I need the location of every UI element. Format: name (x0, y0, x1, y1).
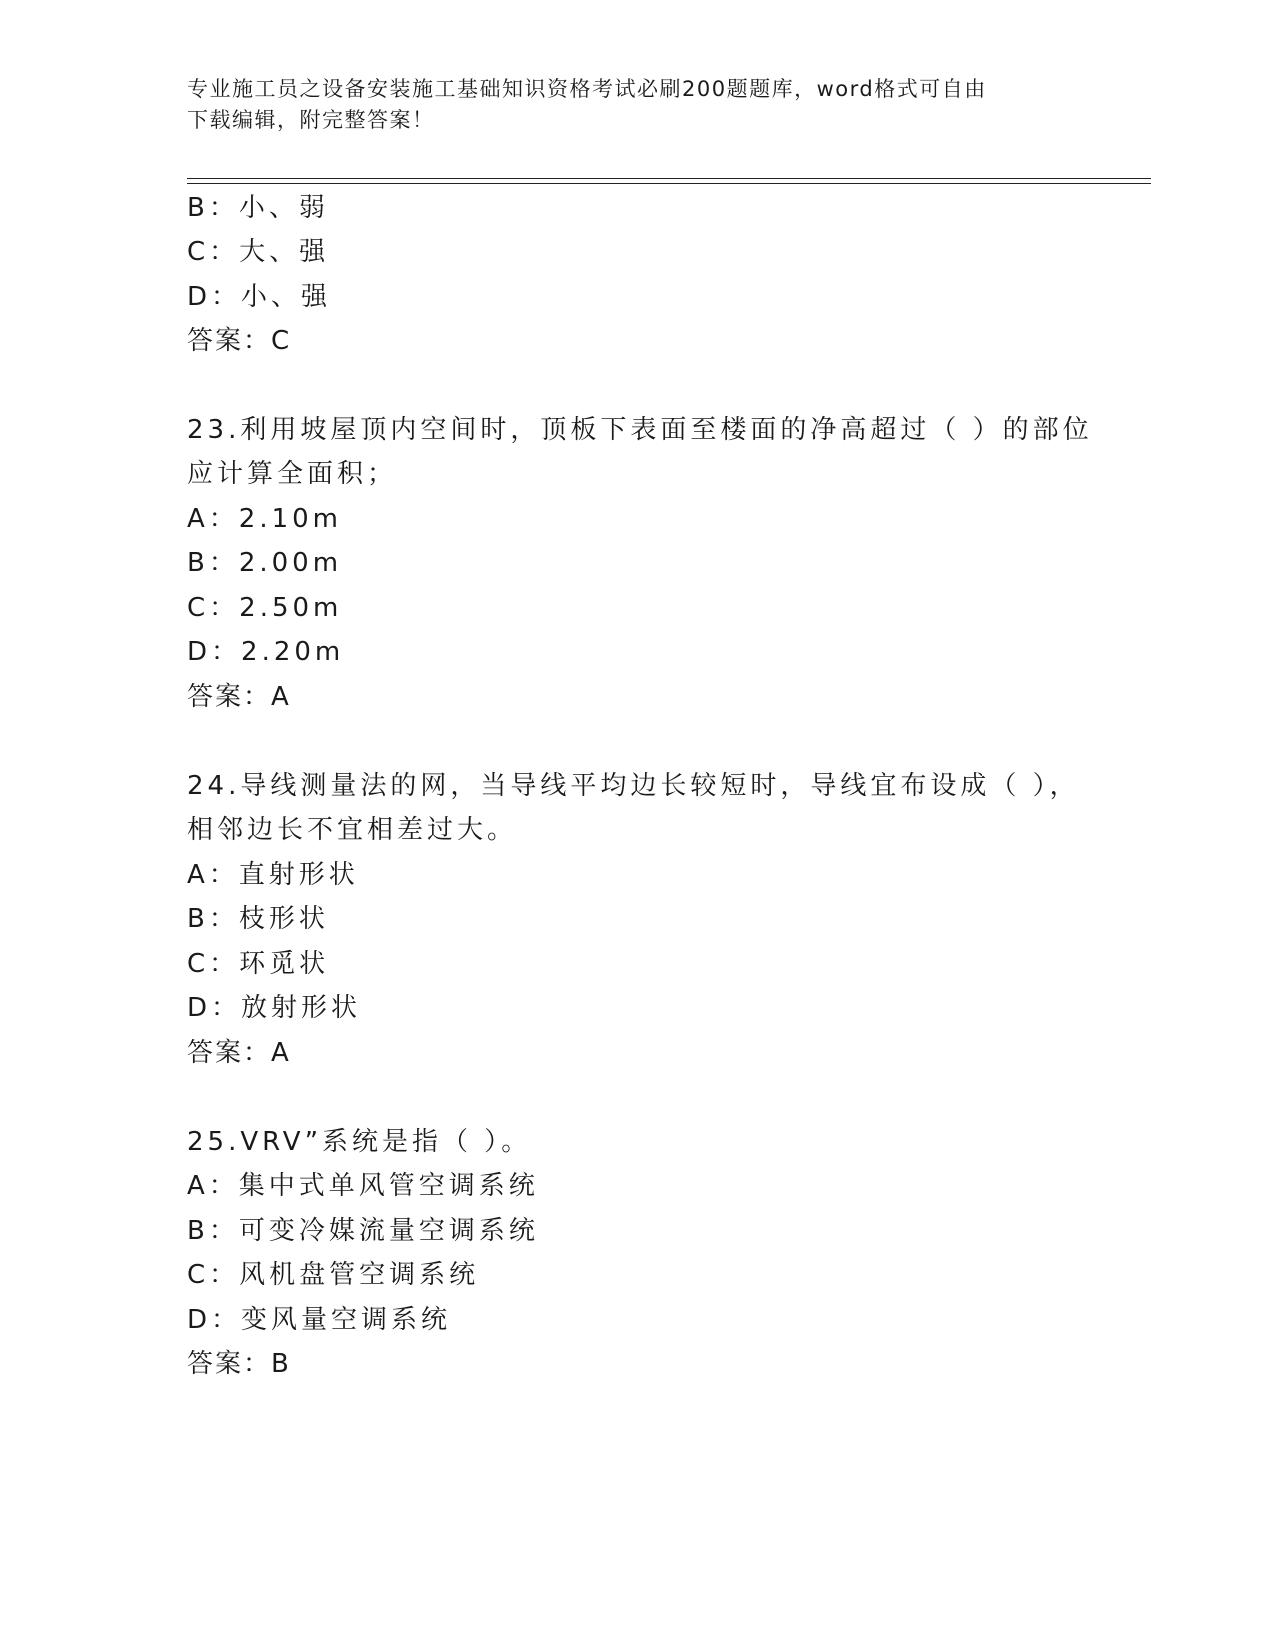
header-line-1: 专业施工员之设备安装施工基础知识资格考试必刷200题题库，word格式可自由 (187, 77, 987, 101)
q25-stem-line-1: 25.VRV”系统是指（ ）。 (187, 1127, 532, 1157)
q24-option-d: D：放射形状 (187, 993, 362, 1023)
q24-option-a: A：直射形状 (187, 860, 359, 890)
q23-option-d: D：2.20m (187, 637, 345, 667)
q24-option-c: C：环觅状 (187, 949, 330, 979)
q25-option-d: D：变风量空调系统 (187, 1305, 452, 1335)
q22-answer: 答案：C (187, 326, 292, 356)
q23-option-a: A：2.10m (187, 504, 343, 534)
q24-answer: 答案：A (187, 1038, 291, 1068)
q22-option-c: C：大、强 (187, 237, 330, 267)
q25-option-a: A：集中式单风管空调系统 (187, 1171, 539, 1201)
q24-stem-line-1: 24.导线测量法的网，当导线平均边长较短时，导线宜布设成（ ）， (187, 771, 1080, 801)
q23-stem-line-1: 23.利用坡屋顶内空间时，顶板下表面至楼面的净高超过（ ）的部位 (187, 415, 1093, 445)
q25-answer: 答案：B (187, 1349, 291, 1379)
header-rule-bottom (187, 183, 1151, 184)
q25-option-b: B：可变冷媒流量空调系统 (187, 1216, 539, 1246)
q23-option-b: B：2.00m (187, 548, 343, 578)
q23-stem-line-2: 应计算全面积； (187, 459, 398, 489)
q24-stem-line-2: 相邻边长不宜相差过大。 (187, 815, 518, 845)
header-rule-top (187, 178, 1151, 179)
q22-option-b: B：小、弱 (187, 193, 329, 223)
q22-option-d: D：小、强 (187, 282, 332, 312)
q24-option-b: B：枝形状 (187, 904, 329, 934)
document-header (187, 74, 1067, 136)
header-line-2: 下载编辑，附完整答案！ (187, 108, 435, 132)
q23-answer: 答案：A (187, 682, 291, 712)
q25-option-c: C：风机盘管空调系统 (187, 1260, 480, 1290)
q23-option-c: C：2.50m (187, 593, 343, 623)
